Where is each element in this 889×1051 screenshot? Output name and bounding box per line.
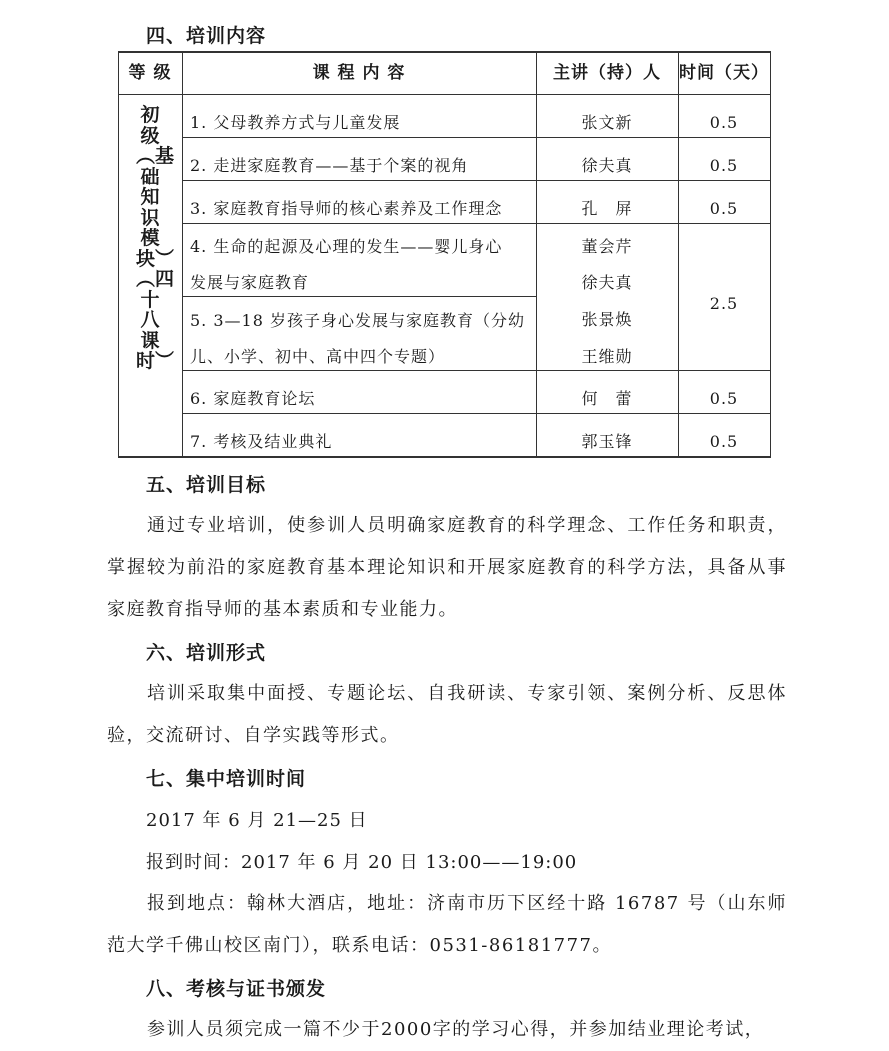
speaker-cell: 王维勋 bbox=[581, 347, 633, 366]
speaker-cell: 张文新 bbox=[581, 113, 633, 132]
course-cell: 6. 家庭教育论坛 bbox=[190, 389, 316, 408]
speaker-cell: 张景焕 bbox=[581, 310, 633, 329]
speaker-cell: 徐夫真 bbox=[581, 273, 633, 292]
course-cell: 1. 父母教养方式与儿童发展 bbox=[190, 113, 401, 132]
speaker-cell: 董会芹 bbox=[581, 237, 633, 256]
row-divider bbox=[182, 370, 771, 371]
days-cell: 0.5 bbox=[709, 389, 739, 408]
table-border-left bbox=[118, 51, 119, 457]
column-divider bbox=[182, 51, 183, 457]
training-date: 2017 年 6 月 21—25 日 bbox=[146, 810, 368, 831]
row-divider bbox=[182, 296, 536, 297]
speaker-cell: 郭玉锋 bbox=[581, 432, 633, 451]
table-border-right bbox=[770, 51, 771, 457]
section-heading-schedule: 七、集中培训时间 bbox=[146, 768, 307, 790]
section-heading-assessment: 八、考核与证书颁发 bbox=[146, 978, 327, 1000]
level-label: 初级︵基础知识模块︶︵四十八课时︶ bbox=[136, 104, 175, 372]
course-cell-continued: 发展与家庭教育 bbox=[190, 273, 310, 292]
speaker-cell: 孔 屏 bbox=[581, 199, 633, 218]
course-cell: 2. 走进家庭教育——基于个案的视角 bbox=[190, 156, 469, 175]
section-heading-goals: 五、培训目标 bbox=[146, 474, 267, 496]
days-cell: 0.5 bbox=[709, 199, 739, 218]
table-header-divider bbox=[118, 94, 771, 95]
section-heading-content: 四、培训内容 bbox=[146, 25, 267, 47]
course-cell-continued: 儿、小学、初中、高中四个专题） bbox=[190, 347, 446, 366]
row-divider bbox=[182, 223, 771, 224]
course-cell: 7. 考核及结业典礼 bbox=[190, 432, 333, 451]
course-cell: 3. 家庭教育指导师的核心素养及工作理念 bbox=[190, 199, 503, 218]
course-cell: 5. 3—18 岁孩子身心发展与家庭教育（分幼 bbox=[190, 311, 525, 330]
row-divider bbox=[182, 180, 771, 181]
report-time: 报到时间：2017 年 6 月 20 日 13:00——19:00 bbox=[146, 852, 578, 873]
table-border-top bbox=[118, 51, 771, 53]
days-cell: 2.5 bbox=[709, 294, 739, 313]
header-level: 等 级 bbox=[128, 63, 172, 83]
assessment-paragraph: 参训人员须完成一篇不少于2000字的学习心得，并参加结业理论考试， bbox=[147, 1019, 765, 1040]
header-speaker: 主讲（持）人 bbox=[553, 63, 661, 83]
days-cell: 0.5 bbox=[709, 113, 739, 132]
speaker-cell: 徐夫真 bbox=[581, 156, 633, 175]
course-cell: 4. 生命的起源及心理的发生——婴儿身心 bbox=[190, 237, 503, 256]
table-border-bottom bbox=[118, 456, 771, 458]
row-divider bbox=[182, 413, 771, 414]
row-divider bbox=[182, 137, 771, 138]
header-days: 时间（天） bbox=[679, 63, 769, 83]
format-paragraph: 培训采取集中面授、专题论坛、自我研读、专家引领、案例分析、反思体验，交流研讨、自学实践等形式。 bbox=[107, 683, 787, 746]
header-course: 课 程 内 容 bbox=[312, 63, 406, 83]
goals-paragraph: 通过专业培训，使参训人员明确家庭教育的科学理念、工作任务和职责，掌握较为前沿的家庭教育基本理论知识和开展家庭教育的科学方法，具备从事家庭教育指导师的基本素质和专业能力。 bbox=[107, 515, 787, 620]
speaker-cell: 何 蕾 bbox=[581, 389, 633, 408]
section-heading-format: 六、培训形式 bbox=[146, 642, 267, 664]
course-table bbox=[118, 51, 771, 457]
days-cell: 0.5 bbox=[709, 156, 739, 175]
report-place: 报到地点：翰林大酒店，地址：济南市历下区经十路 16787 号（山东师范大学千佛山校区南门），联系电话：0531-86181777。 bbox=[107, 893, 787, 956]
days-cell: 0.5 bbox=[709, 432, 739, 451]
